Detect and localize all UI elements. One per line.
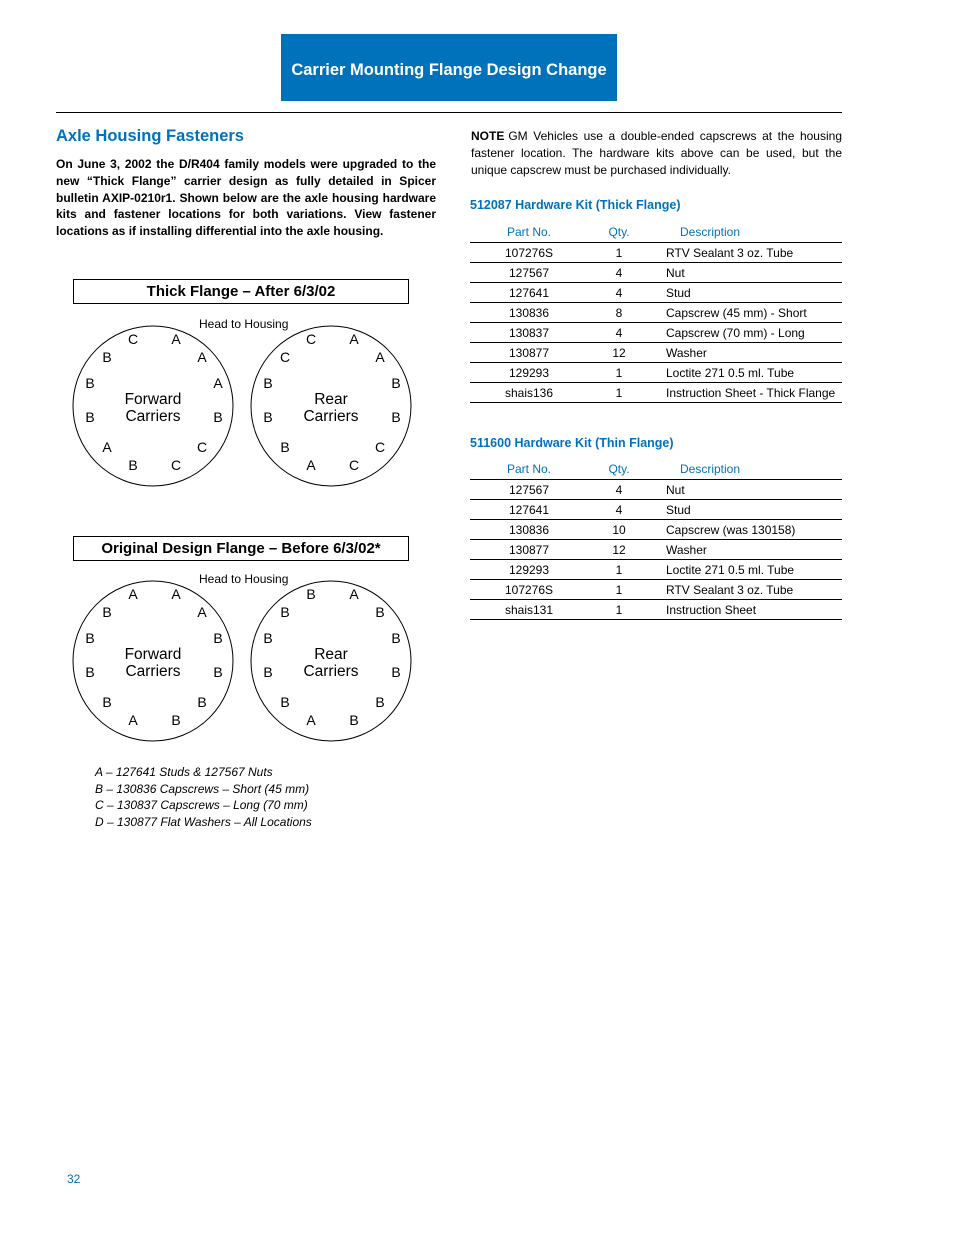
original_flange.forward-fastener-label: B: [85, 630, 95, 646]
original_flange.forward-fastener-label: A: [171, 586, 181, 602]
kit1-qty-cell: 1: [588, 383, 650, 403]
original_flange.rear-fastener-label: B: [280, 604, 290, 620]
original_flange.forward-fastener-label: B: [213, 630, 223, 646]
original_flange.forward-fastener-label: B: [171, 712, 181, 728]
kit2-row: [470, 520, 842, 540]
section-title: Axle Housing Fasteners: [56, 127, 244, 145]
kit1-description-cell: Loctite 271 0.5 ml. Tube: [650, 363, 842, 383]
original_flange.rear-fastener-label: B: [306, 586, 316, 602]
page-banner-title: Carrier Mounting Flange Design Change: [281, 34, 617, 101]
kit1-description-cell: Capscrew (70 mm) - Long: [650, 323, 842, 343]
kit1-description-cell: Washer: [650, 343, 842, 363]
kit1-part-no-cell: 130837: [470, 323, 588, 343]
kit2-part-no-cell: 107276S: [470, 580, 588, 600]
thick_flange.rear-fastener-label: A: [375, 349, 385, 365]
original_flange.forward-fastener-label: B: [102, 694, 112, 710]
kit2-qty-cell: 4: [588, 480, 650, 500]
thick_flange.forward-fastener-label: A: [213, 375, 223, 391]
original_flange.forward-fastener-label: A: [197, 604, 207, 620]
kit2-row: [470, 540, 842, 560]
kit2-qty-cell: 4: [588, 500, 650, 520]
kit2-description-cell: Stud: [650, 500, 842, 520]
note-text: GM Vehicles use a double-ended capscrews at the housing fastener location. The hardware kits above can be used, but the unique capscrew must be purchased individually.: [471, 129, 842, 177]
thick_flange.rear-fastener-label: C: [279, 349, 291, 365]
kit2-description-cell: Washer: [650, 540, 842, 560]
kit1-title: 512087 Hardware Kit (Thick Flange): [470, 198, 681, 212]
thick_flange.forward-fastener-label: B: [213, 409, 223, 425]
kit2-row: [470, 600, 842, 620]
kit2-part-no-cell: 129293: [470, 560, 588, 580]
kit2-part-no-cell: 130877: [470, 540, 588, 560]
original_flange.forward-fastener-label: A: [128, 712, 138, 728]
kit2-qty-cell: 1: [588, 580, 650, 600]
kit1-header-part: Part No.: [470, 222, 588, 243]
original_flange.forward-fastener-label: B: [85, 664, 95, 680]
thick_flange.rear-fastener-label: B: [391, 375, 401, 391]
fastener-legend: [95, 764, 312, 830]
thick_flange.forward-fastener-label: C: [127, 331, 139, 347]
original_flange.rear-fastener-label: B: [375, 604, 385, 620]
thick_flange.forward-fastener-label: B: [102, 349, 112, 365]
kit2-part-no-cell: 127567: [470, 480, 588, 500]
original_flange.rear-fastener-label: B: [391, 664, 401, 680]
kit2-header-part: Part No.: [470, 459, 588, 480]
kit1-row: [470, 343, 842, 363]
original_flange.forward-fastener-label: B: [213, 664, 223, 680]
kit2-description-cell: RTV Sealant 3 oz. Tube: [650, 580, 842, 600]
thick_flange.forward-fastener-label: C: [170, 457, 182, 473]
original_flange.rear-fastener-label: A: [306, 712, 316, 728]
kit2-row: [470, 580, 842, 600]
kit1-part-no-cell: 127641: [470, 283, 588, 303]
kit2-row: [470, 560, 842, 580]
original-flange-diagram: [60, 580, 430, 750]
kit2-table: [470, 459, 842, 620]
kit1-row: [470, 263, 842, 283]
header-divider: [56, 112, 842, 113]
thick_flange.rear-fastener-label: C: [374, 439, 386, 455]
original_flange.rear-carrier-name: Carriers: [303, 663, 359, 680]
kit2-part-no-cell: 127641: [470, 500, 588, 520]
thick_flange.forward-fastener-label: A: [197, 349, 207, 365]
thick_flange.forward-fastener-label: B: [85, 409, 95, 425]
kit1-row: [470, 363, 842, 383]
kit1-header-row: [470, 222, 842, 243]
thick_flange.forward-carrier-name: Carriers: [125, 408, 181, 425]
thick_flange.forward-fastener-label: B: [128, 457, 138, 473]
original_flange.forward-fastener-label: B: [102, 604, 112, 620]
kit1-qty-cell: 1: [588, 243, 650, 263]
thick-head-to-housing-label: Head to Housing: [199, 317, 289, 331]
kit2-header-desc: Description: [650, 459, 842, 480]
kit2-part-no-cell: 130836: [470, 520, 588, 540]
kit1-part-no-cell: 130877: [470, 343, 588, 363]
thick_flange.rear-carrier-name: Carriers: [303, 408, 359, 425]
kit1-qty-cell: 4: [588, 283, 650, 303]
kit1-row: [470, 383, 842, 403]
legend-item-a: A – 127641 Studs & 127567 Nuts: [95, 765, 273, 779]
kit2-qty-cell: 1: [588, 600, 650, 620]
kit1-description-cell: RTV Sealant 3 oz. Tube: [650, 243, 842, 263]
kit1-qty-cell: 8: [588, 303, 650, 323]
original_flange.rear-fastener-label: B: [263, 664, 273, 680]
kit1-qty-cell: 4: [588, 263, 650, 283]
thick_flange.forward-fastener-label: A: [102, 439, 112, 455]
kit1-row: [470, 283, 842, 303]
legend-item-d: D – 130877 Flat Washers – All Locations: [95, 814, 312, 829]
thick_flange.rear-fastener-label: A: [349, 331, 359, 347]
thick-flange-title-box: Thick Flange – After 6/3/02: [73, 279, 409, 304]
kit1-part-no-cell: 130836: [470, 303, 588, 323]
kit1-description-cell: Stud: [650, 283, 842, 303]
thick-flange-diagram: [60, 325, 430, 495]
thick_flange.rear-fastener-label: C: [305, 331, 317, 347]
kit1-row: [470, 243, 842, 263]
kit1-header-qty: Qty.: [588, 222, 650, 243]
legend-item-b: B – 130836 Capscrews – Short (45 mm): [95, 781, 310, 796]
thick_flange.rear-fastener-label: B: [280, 439, 290, 455]
thick_flange.rear-fastener-label: C: [348, 457, 360, 473]
thick_flange.rear-fastener-label: A: [306, 457, 316, 473]
legend-item-c: C – 130837 Capscrews – Long (70 mm): [95, 798, 308, 812]
thick_flange.rear-fastener-label: B: [263, 409, 273, 425]
thick_flange.rear-fastener-label: B: [391, 409, 401, 425]
kit1-row: [470, 323, 842, 343]
kit2-description-cell: Instruction Sheet: [650, 600, 842, 620]
kit2-qty-cell: 10: [588, 520, 650, 540]
kit2-row: [470, 500, 842, 520]
original_flange.rear-fastener-label: A: [349, 586, 359, 602]
thick_flange.forward-fastener-label: C: [196, 439, 208, 455]
kit2-qty-cell: 1: [588, 560, 650, 580]
kit1-part-no-cell: shais136: [470, 383, 588, 403]
kit1-table: [470, 222, 842, 403]
original-head-to-housing-label: Head to Housing: [199, 572, 289, 586]
original_flange.rear-fastener-label: B: [263, 630, 273, 646]
thick_flange.forward-carrier-name: Forward: [124, 391, 182, 408]
original_flange.forward-carrier-name: Carriers: [125, 663, 181, 680]
kit2-description-cell: Capscrew (was 130158): [650, 520, 842, 540]
kit1-header-desc: Description: [650, 222, 842, 243]
kit1-description-cell: Capscrew (45 mm) - Short: [650, 303, 842, 323]
kit2-qty-cell: 12: [588, 540, 650, 560]
kit2-part-no-cell: shais131: [470, 600, 588, 620]
original_flange.forward-fastener-label: A: [128, 586, 138, 602]
note-paragraph: [471, 128, 842, 178]
kit2-header-qty: Qty.: [588, 459, 650, 480]
original_flange.rear-fastener-label: B: [349, 712, 359, 728]
original_flange.forward-fastener-label: B: [197, 694, 207, 710]
kit1-part-no-cell: 107276S: [470, 243, 588, 263]
original_flange.rear-carrier-name: Rear: [314, 646, 348, 663]
kit1-qty-cell: 4: [588, 323, 650, 343]
kit1-description-cell: Nut: [650, 263, 842, 283]
thick_flange.rear-fastener-label: B: [263, 375, 273, 391]
original_flange.rear-fastener-label: B: [391, 630, 401, 646]
intro-paragraph: On June 3, 2002 the D/R404 family models were upgraded to the new “Thick Flange” carrier design as fully detailed in Spicer bulletin AXIP-0210r1. Shown below are the axle housing hardware kits and fastener locations for both variations. View fastener locations as if installing differential into the axle housing.: [56, 157, 436, 239]
original_flange.rear-fastener-label: B: [375, 694, 385, 710]
note-label: NOTE: [471, 129, 505, 143]
kit1-qty-cell: 12: [588, 343, 650, 363]
kit1-qty-cell: 1: [588, 363, 650, 383]
thick_flange.forward-fastener-label: A: [171, 331, 181, 347]
kit1-part-no-cell: 127567: [470, 263, 588, 283]
kit1-part-no-cell: 129293: [470, 363, 588, 383]
kit2-description-cell: Nut: [650, 480, 842, 500]
kit2-row: [470, 480, 842, 500]
original-flange-title-box: Original Design Flange – Before 6/3/02*: [73, 536, 409, 561]
thick_flange.rear-carrier-name: Rear: [314, 391, 348, 408]
kit2-header-row: [470, 459, 842, 480]
kit1-row: [470, 303, 842, 323]
original_flange.forward-carrier-name: Forward: [124, 646, 182, 663]
original_flange.rear-fastener-label: B: [280, 694, 290, 710]
kit2-description-cell: Loctite 271 0.5 ml. Tube: [650, 560, 842, 580]
kit2-title: 511600 Hardware Kit (Thin Flange): [470, 436, 674, 450]
page-number: 32: [67, 1172, 81, 1186]
kit1-description-cell: Instruction Sheet - Thick Flange: [650, 383, 842, 403]
thick_flange.forward-fastener-label: B: [85, 375, 95, 391]
